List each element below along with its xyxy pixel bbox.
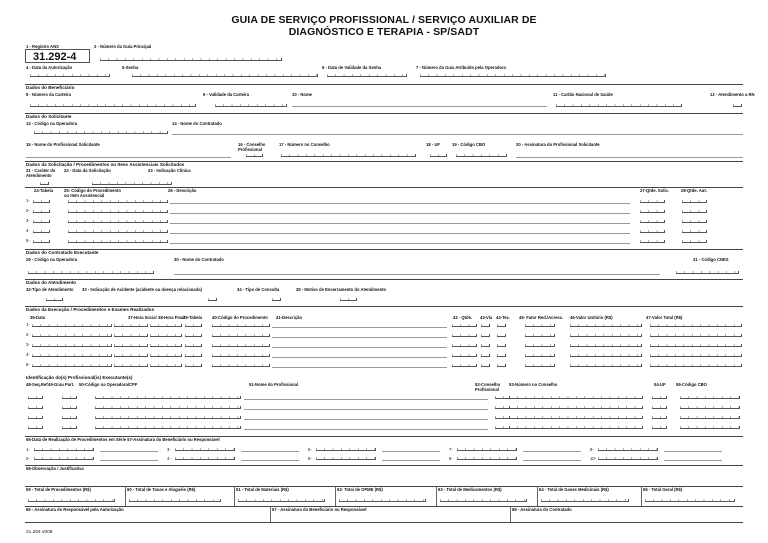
serie-date-field[interactable]	[598, 457, 658, 460]
valor-unitario-field[interactable]	[570, 344, 642, 347]
serie-number: 7-	[449, 447, 453, 452]
label-motivo-encerramento: 35 - Motivo de Encerramento do Atendimento	[296, 287, 387, 292]
label-assinatura-autorizacao: 66 - Assinatura do Responsável pela Autorização	[26, 507, 124, 512]
profissional-solicitante-field[interactable]	[26, 157, 231, 158]
cbo-exec-field[interactable]	[680, 396, 740, 399]
nome-profissional-field[interactable]	[244, 419, 488, 420]
hora-inicial-field[interactable]	[114, 324, 148, 327]
data-solicitacao-field[interactable]	[92, 182, 172, 185]
codigo-proc-exec-field[interactable]	[212, 334, 270, 337]
serie-signature-field[interactable]	[100, 451, 158, 452]
valor-total-field[interactable]	[650, 334, 742, 337]
total-field[interactable]	[339, 499, 426, 502]
qtde-aut-field[interactable]	[682, 240, 707, 243]
senha-field[interactable]	[132, 74, 318, 77]
codigo-proc-exec-field[interactable]	[212, 344, 270, 347]
divider	[25, 279, 743, 280]
label-numero-carteira: 8 - Número da Carteira	[26, 92, 71, 97]
qtde-aut-field[interactable]	[682, 220, 707, 223]
total-field[interactable]	[440, 499, 527, 502]
data-exec-field[interactable]	[32, 354, 112, 357]
label-total: 60 - Total de Taxas e Aluguéis (R$)	[127, 487, 196, 492]
serie-number: 4-	[167, 456, 171, 461]
uf-field[interactable]	[430, 154, 447, 157]
serie-signature-field[interactable]	[241, 451, 299, 452]
via-field[interactable]	[481, 344, 490, 347]
serie-date-field[interactable]	[457, 457, 517, 460]
hora-final-field[interactable]	[150, 364, 182, 367]
tabela-exec-field[interactable]	[185, 364, 202, 367]
label-descricao-exec: 41-Descrição	[276, 315, 303, 320]
data-exec-field[interactable]	[32, 364, 112, 367]
qtde-solic-field[interactable]	[640, 240, 665, 243]
label-tec: 44-Tec.	[496, 315, 511, 320]
nome-profissional-field[interactable]	[244, 399, 488, 400]
divider	[25, 465, 743, 466]
row-number: 1-	[26, 198, 30, 203]
codigo-cpf-field[interactable]	[95, 406, 241, 409]
label-total: 59 - Total de Procedimentos (R$)	[26, 487, 91, 492]
valor-total-field[interactable]	[650, 354, 742, 357]
carater-atendimento-field[interactable]	[40, 182, 49, 185]
row-number: 1-	[26, 322, 30, 327]
total-field[interactable]	[28, 499, 115, 502]
total-field[interactable]	[541, 499, 629, 502]
section-executante: Dados do Contratado Executante	[26, 250, 99, 255]
label-data-exec: 36-Data	[30, 315, 46, 320]
seq-ref-field[interactable]	[28, 426, 43, 429]
label-qtde-aut: 28-Qtde. Aut.	[681, 188, 707, 193]
cbo-exec-field[interactable]	[680, 426, 740, 429]
codigo-operadora-field[interactable]	[34, 131, 168, 134]
codigo-cpf-field[interactable]	[95, 396, 241, 399]
section-solicitante: Dados do Solicitante	[26, 114, 72, 119]
tec-field[interactable]	[497, 364, 506, 367]
label-registro-ans: 1 - Registro ANS	[26, 44, 59, 49]
label-uf-exec: 54-UF	[654, 382, 666, 387]
codigo-cbo-field[interactable]	[456, 154, 507, 157]
label-codigo-procedimento: 25- Código do Procedimento ou Item Assistencial	[64, 188, 121, 198]
fator-field[interactable]	[525, 344, 555, 347]
qtde-solic-field[interactable]	[640, 220, 665, 223]
label-via: 43-Via	[480, 315, 493, 320]
cbo-exec-field[interactable]	[680, 406, 740, 409]
form-version: 21.204 v008	[26, 530, 53, 535]
label-conselho-profissional: 16 - Conselho Profissional	[238, 142, 266, 152]
row-number: 5-	[26, 238, 30, 243]
conselho-exec-field[interactable]	[495, 426, 510, 429]
label-fator: 45- Fator Red./Acresc.	[519, 315, 564, 320]
label-total: 61 - Total de Materiais (R$)	[236, 487, 289, 492]
grau-part-field[interactable]	[62, 416, 77, 419]
label-nome-contratado-exec: 30 - Nome do Contratado	[174, 257, 224, 262]
descricao-field[interactable]	[170, 223, 630, 224]
label-valor-total: 47-Valor Total (R$)	[646, 315, 683, 320]
label-indicacao-acidente: 33 - Indicação de Acidente (acidente ou doença relacionada)	[82, 287, 202, 292]
serie-signature-field[interactable]	[523, 451, 581, 452]
label-tabela: 24-Tabela	[34, 188, 54, 193]
via-field[interactable]	[481, 324, 490, 327]
label-codigo-operadora-exec: 29 - Código na Operadora	[26, 257, 78, 262]
uf-exec-field[interactable]	[652, 426, 667, 429]
qtde-exec-field[interactable]	[452, 364, 477, 367]
tabela-field[interactable]	[33, 230, 50, 233]
serie-number: 9-	[590, 447, 594, 452]
nome-field[interactable]	[292, 106, 547, 107]
row-number: 4-	[26, 352, 30, 357]
label-tipo-consulta: 34 - Tipo de Consulta	[237, 287, 280, 292]
nome-profissional-field[interactable]	[244, 429, 488, 430]
serie-date-field[interactable]	[175, 457, 235, 460]
valor-unitario-field[interactable]	[570, 324, 642, 327]
valor-unitario-field[interactable]	[570, 354, 642, 357]
conselho-exec-field[interactable]	[495, 416, 510, 419]
hora-inicial-field[interactable]	[114, 354, 148, 357]
serie-signature-field[interactable]	[664, 451, 722, 452]
numero-conselho-exec-field[interactable]	[509, 396, 643, 399]
row-number: 3-	[26, 342, 30, 347]
section-atendimento: Dados do Atendimento	[26, 280, 77, 285]
serie-signature-field[interactable]	[241, 460, 299, 461]
tec-field[interactable]	[497, 334, 506, 337]
divider	[436, 486, 437, 506]
numero-conselho-exec-field[interactable]	[509, 426, 643, 429]
label-codigo-operadora: 13 - Código na Operadora	[26, 121, 78, 126]
row-number: 2-	[26, 208, 30, 213]
data-exec-field[interactable]	[32, 324, 112, 327]
qtde-exec-field[interactable]	[452, 324, 477, 327]
grau-part-field[interactable]	[62, 396, 77, 399]
label-assinatura-solicitante: 20 - Assinatura do Profissional Solicitante	[516, 142, 600, 147]
qtde-aut-field[interactable]	[682, 230, 707, 233]
hora-inicial-field[interactable]	[114, 334, 148, 337]
label-valor-unitario: 46-Valor Unitário (R$)	[570, 315, 613, 320]
assinatura-solicitante-field[interactable]	[516, 157, 743, 158]
seq-ref-field[interactable]	[28, 416, 43, 419]
divider	[25, 506, 743, 507]
divider	[641, 486, 642, 506]
tabela-exec-field[interactable]	[185, 344, 202, 347]
guia-operadora-field[interactable]	[420, 74, 606, 77]
qtde-exec-field[interactable]	[452, 344, 477, 347]
label-cartao-nacional: 11 - Cartão Nacional de Saúde	[553, 92, 613, 97]
label-nome-contratado: 14 - Nome do Contratado	[172, 121, 222, 126]
tabela-exec-field[interactable]	[185, 324, 202, 327]
descricao-field[interactable]	[170, 213, 630, 214]
section-solicitacao: Dados da Solicitação / Procedimentos ou Itens Assistenciais Solicitados	[26, 162, 185, 167]
divider	[25, 113, 743, 114]
tipo-consulta-field[interactable]	[272, 298, 281, 301]
codigo-procedimento-field[interactable]	[68, 220, 168, 223]
cartao-nacional-field[interactable]	[556, 104, 682, 107]
divider	[510, 506, 511, 522]
serie-date-field[interactable]	[34, 457, 94, 460]
serie-date-field[interactable]	[316, 448, 376, 451]
seq-ref-field[interactable]	[28, 396, 43, 399]
via-field[interactable]	[481, 354, 490, 357]
label-seq-ref: 48-Seq.Ref	[26, 382, 48, 387]
serie-signature-field[interactable]	[100, 460, 158, 461]
codigo-procedimento-field[interactable]	[68, 240, 168, 243]
serie-number: 6-	[308, 456, 312, 461]
hora-inicial-field[interactable]	[114, 364, 148, 367]
serie-signature-field[interactable]	[382, 451, 440, 452]
section-execucao: Dados da Execução / Procedimentos e Exames Realizados	[26, 307, 155, 312]
label-codigo-cpf: 50-Código na Operadora/CPF	[79, 382, 138, 387]
numero-guia-principal-field[interactable]	[100, 58, 282, 61]
label-qtde-exec: 42 - Qtde.	[453, 315, 473, 320]
serie-signature-field[interactable]	[664, 460, 722, 461]
grau-part-field[interactable]	[62, 406, 77, 409]
serie-number: 2-	[26, 456, 30, 461]
label-total: 63 - Total de Medicamentos (R$)	[438, 487, 502, 492]
row-number: 4-	[26, 228, 30, 233]
hora-final-field[interactable]	[150, 334, 182, 337]
validade-carteira-field[interactable]	[215, 104, 287, 107]
total-field[interactable]	[645, 499, 735, 502]
label-data-solicitacao: 22 - Data da Solicitação	[64, 168, 111, 173]
uf-exec-field[interactable]	[652, 396, 667, 399]
conselho-profissional-field[interactable]	[246, 154, 263, 157]
label-total: 65 - Total Geral (R$)	[643, 487, 683, 492]
qtde-solic-field[interactable]	[640, 230, 665, 233]
codigo-operadora-exec-field[interactable]	[28, 271, 154, 274]
nome-contratado-exec-field[interactable]	[174, 274, 660, 275]
label-hora-final: 38-Hora Final	[158, 315, 185, 320]
tabela-exec-field[interactable]	[185, 334, 202, 337]
serie-date-field[interactable]	[457, 448, 517, 451]
label-senha: 5-Senha	[122, 65, 139, 70]
serie-date-field[interactable]	[598, 448, 658, 451]
qtde-solic-field[interactable]	[640, 210, 665, 213]
valor-unitario-field[interactable]	[570, 364, 642, 367]
tabela-field[interactable]	[33, 200, 50, 203]
data-exec-field[interactable]	[32, 344, 112, 347]
tipo-atendimento-field[interactable]	[46, 298, 63, 301]
label-numero-conselho-exec: 53-Número no Conselho	[509, 382, 558, 387]
label-validade-carteira: 9 - Validade da Carteira	[203, 92, 250, 97]
qtde-exec-field[interactable]	[452, 354, 477, 357]
label-data-autorizacao: 4 - Data da Autorização	[26, 65, 73, 70]
codigo-procedimento-field[interactable]	[68, 200, 168, 203]
label-tipo-atendimento: 32-Tipo de Atendimento	[26, 287, 74, 292]
label-data-serie: 56-Data de Realização de Procedimentos em Série 57-Assinatura do Beneficiário ou Responsável	[26, 437, 220, 442]
tabela-field[interactable]	[33, 240, 50, 243]
form-title-line2: DIAGNÓSTICO E TERAPIA - SP/SADT	[288, 26, 480, 38]
divider	[537, 486, 538, 506]
serie-number: 1-	[26, 447, 30, 452]
label-qtde-solic: 27-Qtde. Solic.	[640, 188, 670, 193]
serie-signature-field[interactable]	[382, 460, 440, 461]
codigo-proc-exec-field[interactable]	[212, 324, 270, 327]
via-field[interactable]	[481, 334, 490, 337]
serie-date-field[interactable]	[34, 448, 94, 451]
registro-ans-value: 31.292-4	[33, 51, 77, 63]
serie-number: 8-	[449, 456, 453, 461]
descricao-exec-field[interactable]	[272, 367, 447, 368]
motivo-encerramento-field[interactable]	[340, 298, 357, 301]
divider	[335, 486, 336, 506]
descricao-field[interactable]	[170, 243, 630, 244]
grau-part-field[interactable]	[62, 426, 77, 429]
codigo-cnes-field[interactable]	[676, 271, 739, 274]
nome-profissional-field[interactable]	[244, 409, 488, 410]
label-grau-part: 49-Grau Part.	[48, 382, 75, 387]
divider	[270, 506, 271, 522]
descricao-field[interactable]	[170, 203, 630, 204]
divider	[25, 84, 743, 85]
divider	[234, 486, 235, 506]
data-autorizacao-field[interactable]	[30, 74, 110, 77]
indicacao-acidente-field[interactable]	[208, 298, 217, 301]
label-nome-profissional: 51-Nome do Profissional	[249, 382, 299, 387]
label-total: 64 - Total de Gases Medicinais (R$)	[539, 487, 609, 492]
label-indicacao-clinica: 23 - Indicação Clínica	[148, 168, 191, 173]
label-tabela-exec: 39-Tabela	[183, 315, 203, 320]
uf-exec-field[interactable]	[652, 406, 667, 409]
label-assinatura-beneficiario: 67 - Assinatura do Beneficiário ou Responsável	[272, 507, 367, 512]
qtde-aut-field[interactable]	[682, 210, 707, 213]
qtde-solic-field[interactable]	[640, 200, 665, 203]
codigo-procedimento-field[interactable]	[68, 230, 168, 233]
divider	[25, 522, 743, 523]
numero-carteira-field[interactable]	[30, 104, 196, 107]
label-numero-conselho: 17 - Número no Conselho	[279, 142, 330, 147]
valor-total-field[interactable]	[650, 324, 742, 327]
row-number: 2-	[26, 332, 30, 337]
row-number: 5-	[26, 362, 30, 367]
seq-ref-field[interactable]	[28, 406, 43, 409]
label-validade-senha: 6 - Data de Validade da Senha	[322, 65, 382, 70]
label-codigo-cnes: 31 - Código CNES	[693, 257, 729, 262]
valor-unitario-field[interactable]	[570, 334, 642, 337]
codigo-cpf-field[interactable]	[95, 426, 241, 429]
label-numero-guia-principal: 2 - Número da Guia Principal	[94, 44, 152, 49]
label-codigo-proc-exec: 40-Código do Procedimento	[212, 315, 268, 320]
numero-conselho-field[interactable]	[281, 154, 416, 157]
descricao-exec-field[interactable]	[272, 357, 447, 358]
label-codigo-cbo: 19 - Código CBO	[452, 142, 486, 147]
data-exec-field[interactable]	[32, 334, 112, 337]
label-cbo-exec: 55-Código CBO	[676, 382, 707, 387]
label-observacao: 58-Observação / Justificativa	[26, 466, 84, 471]
label-carater-atendimento: 21 - Caráter do Atendimento	[26, 168, 56, 178]
tabela-exec-field[interactable]	[185, 354, 202, 357]
serie-date-field[interactable]	[316, 457, 376, 460]
total-field[interactable]	[129, 499, 221, 502]
qtde-exec-field[interactable]	[452, 334, 477, 337]
hora-final-field[interactable]	[150, 354, 182, 357]
form-title-line1: GUIA DE SERVIÇO PROFISSIONAL / SERVIÇO AUXILIAR DE	[231, 14, 537, 26]
validade-senha-field[interactable]	[327, 74, 407, 77]
serie-number: 5-	[308, 447, 312, 452]
divider	[25, 187, 743, 188]
tec-field[interactable]	[497, 344, 506, 347]
label-hora-inicial: 37-Hora Inicial	[128, 315, 157, 320]
label-uf: 18 - UF	[426, 142, 440, 147]
label-total: 62- Total de OPME (R$)	[337, 487, 383, 492]
cbo-exec-field[interactable]	[680, 416, 740, 419]
label-conselho-exec: 52-Conselho Profissional	[475, 382, 501, 392]
conselho-exec-field[interactable]	[495, 396, 510, 399]
label-atendimento-rn: 12 - Atendimento a RN	[710, 92, 755, 97]
nome-contratado-field[interactable]	[172, 134, 743, 135]
section-identificacao: Identificação do(s) Profissional(is) Executante(s)	[26, 375, 133, 380]
label-assinatura-contratado: 68 - Assinatura do Contratado	[512, 507, 572, 512]
valor-total-field[interactable]	[650, 344, 742, 347]
codigo-procedimento-field[interactable]	[68, 210, 168, 213]
via-field[interactable]	[481, 364, 490, 367]
serie-number: 3-	[167, 447, 171, 452]
row-number: 3-	[26, 218, 30, 223]
descricao-exec-field[interactable]	[272, 327, 447, 328]
uf-exec-field[interactable]	[652, 416, 667, 419]
codigo-cpf-field[interactable]	[95, 416, 241, 419]
divider	[25, 249, 743, 250]
descricao-exec-field[interactable]	[272, 337, 447, 338]
conselho-exec-field[interactable]	[495, 406, 510, 409]
label-descricao: 26 - Descrição	[168, 188, 197, 193]
hora-inicial-field[interactable]	[114, 344, 148, 347]
descricao-exec-field[interactable]	[272, 347, 447, 348]
qtde-aut-field[interactable]	[682, 200, 707, 203]
fator-field[interactable]	[525, 364, 555, 367]
atendimento-rn-field[interactable]	[733, 104, 742, 107]
serie-number: 10-	[590, 456, 597, 461]
label-profissional-solicitante: 15 - Nome do Profissional Solicitante	[26, 142, 100, 147]
tabela-field[interactable]	[33, 220, 50, 223]
total-field[interactable]	[238, 499, 325, 502]
descricao-field[interactable]	[170, 233, 630, 234]
fator-field[interactable]	[525, 324, 555, 327]
tec-field[interactable]	[497, 354, 506, 357]
section-beneficiario: Dados do Beneficiário	[26, 85, 75, 90]
fator-field[interactable]	[525, 334, 555, 337]
codigo-proc-exec-field[interactable]	[212, 364, 270, 367]
label-nome: 10 - Nome	[292, 92, 313, 97]
tec-field[interactable]	[497, 324, 506, 327]
numero-conselho-exec-field[interactable]	[509, 406, 643, 409]
valor-total-field[interactable]	[650, 364, 742, 367]
codigo-proc-exec-field[interactable]	[212, 354, 270, 357]
fator-field[interactable]	[525, 354, 555, 357]
divider	[125, 486, 126, 506]
serie-date-field[interactable]	[175, 448, 235, 451]
tabela-field[interactable]	[33, 210, 50, 213]
serie-signature-field[interactable]	[523, 460, 581, 461]
label-guia-operadora: 7 - Número da Guia Atribuído pela Operadora	[416, 65, 506, 70]
hora-final-field[interactable]	[150, 324, 182, 327]
numero-conselho-exec-field[interactable]	[509, 416, 643, 419]
hora-final-field[interactable]	[150, 344, 182, 347]
